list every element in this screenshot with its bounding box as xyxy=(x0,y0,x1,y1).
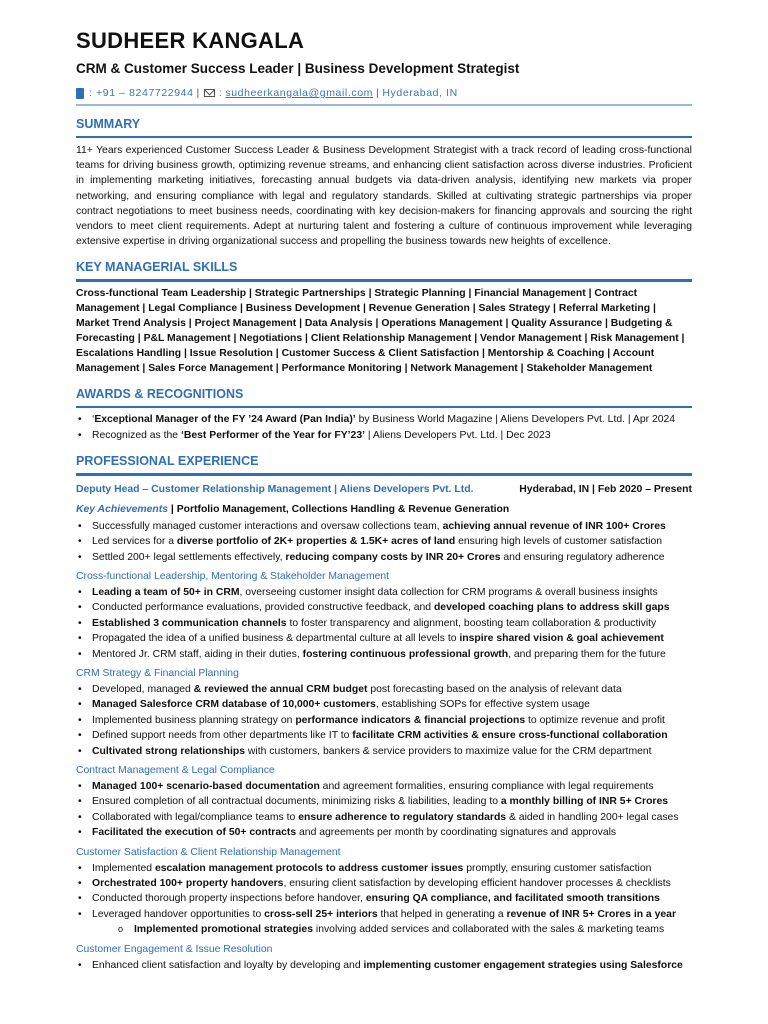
skills-text: Cross-functional Team Leadership | Strategic Partnerships | Strategic Planning | Financial Management | Contract Management | Legal Compliance | Business Development | Revenue Generation | Sales Strategy | Referral Marketing | Market Trend Analysis | Project Management | Data Analysis | Operations Management | Quality Assurance | Budgeting & Forecasting | P&L Management | Negotiations | Client Relationship Management | Vendor Management | Risk Management | Escalations Handling | Issue Resolution | Customer Success & Client Satisfaction | Mentorship & Coaching | Account Management | Sales Force Management | Performance Monitoring | Network Management | Stakeholder Management xyxy=(76,287,685,374)
bullet-text: Defined support needs from other departments like IT to xyxy=(92,730,353,742)
experience-subheading: Customer Engagement & Issue Resolution xyxy=(76,943,273,955)
bullet-highlight: reducing company costs by INR 20+ Crores xyxy=(285,551,501,563)
experience-subheading: Contract Management & Legal Compliance xyxy=(76,765,275,777)
phone-icon xyxy=(76,88,84,99)
bullet-text: , establishing SOPs for effective system usage xyxy=(375,699,590,711)
bullet-highlight: Implemented promotional strategies xyxy=(134,924,313,936)
bullet-text: & aided in handling 200+ legal cases xyxy=(506,811,679,823)
experience-subheading: CRM Strategy & Financial Planning xyxy=(76,667,239,679)
separator: | xyxy=(376,87,380,99)
bullet-highlight: ensuring QA compliance, and facilitated smooth transitions xyxy=(365,893,660,905)
bullet-text: to optimize revenue and profit xyxy=(525,714,665,726)
bullet-text: ‘ xyxy=(92,414,95,426)
section-rule xyxy=(76,406,692,409)
email-link[interactable]: sudheerkangala@gmail.com xyxy=(225,87,374,99)
section-rule xyxy=(76,473,692,476)
experience-bullets xyxy=(76,585,692,662)
bullet-highlight: Orchestrated 100+ property handovers xyxy=(92,878,284,890)
bullet-highlight: Exceptional Manager of the FY ’24 Award (Pan India)’ xyxy=(94,414,356,426)
bullet-text: Mentored Jr. CRM staff, aiding in their duties, xyxy=(92,648,303,660)
bullet-item xyxy=(76,616,692,631)
bullet-highlight: Managed Salesforce CRM database of 10,000+ customers xyxy=(92,699,376,711)
experience-bullets xyxy=(76,682,692,759)
bullet-item xyxy=(76,412,692,427)
bullet-highlight: Leading a team of 50+ in CRM xyxy=(92,586,240,598)
bullet-highlight: fostering continuous professional growth xyxy=(302,648,509,660)
bullet-item xyxy=(76,810,692,825)
job-title: Deputy Head – Customer Relationship Management | Aliens Developers Pvt. Ltd. xyxy=(76,483,474,495)
bullet-text: Developed, managed xyxy=(92,683,194,695)
section-heading-skills: KEY MANAGERIAL SKILLS xyxy=(76,260,238,275)
candidate-headline: CRM & Customer Success Leader | Business Development Strategist xyxy=(76,61,520,76)
bullet-item xyxy=(76,728,692,743)
bullet-text: Conducted performance evaluations, provided constructive feedback, and xyxy=(92,602,434,614)
awards-list xyxy=(76,412,692,443)
bullet-text: Settled 200+ legal settlements effectively, xyxy=(92,551,286,563)
candidate-name: SUDHEER KANGALA xyxy=(76,28,305,53)
bullet-highlight: inspire shared vision & goal achievement xyxy=(459,633,664,645)
section-heading-awards: AWARDS & RECOGNITIONS xyxy=(76,386,244,401)
bullet-item xyxy=(76,907,692,922)
bullet-item xyxy=(76,550,692,565)
experience-subheading: Customer Satisfaction & Client Relationship Management xyxy=(76,846,341,858)
section-heading-experience: PROFESSIONAL EXPERIENCE xyxy=(76,454,259,469)
mail-icon xyxy=(204,89,215,97)
bullet-item xyxy=(76,861,692,876)
bullet-highlight: escalation management protocols to address customer issues xyxy=(154,862,464,874)
section-rule xyxy=(76,136,692,139)
bullet-highlight: revenue of INR 5+ Crores in a year xyxy=(506,908,676,920)
bullet-item xyxy=(76,744,692,759)
bullet-item xyxy=(76,534,692,549)
bullet-text: Propagated the idea of a unified business & departmental culture at all levels to xyxy=(92,633,460,645)
bullet-text: by Business World Magazine | Aliens Developers Pvt. Ltd. | Apr 2024 xyxy=(355,414,676,426)
key-achievements-focus: | Portfolio Management, Collections Handling & Revenue Generation xyxy=(168,503,510,515)
experience-bullets xyxy=(76,861,692,938)
experience-bullets xyxy=(76,958,692,973)
bullet-highlight: implementing customer engagement strategies using Salesforce xyxy=(363,959,683,971)
bullet-highlight: & reviewed the annual CRM budget xyxy=(193,683,368,695)
bullet-text: , overseeing customer insight data collection for CRM programs & overall business insights xyxy=(239,586,658,598)
bullet-text: Enhanced client satisfaction and loyalty by developing and xyxy=(92,959,364,971)
bullet-item xyxy=(76,794,692,809)
bullet-item xyxy=(76,713,692,728)
bullet-highlight: ‘Best Performer of the Year for FY’23’ xyxy=(180,429,365,441)
bullet-highlight: ensure adherence to regulatory standards xyxy=(298,811,507,823)
experience-subheading: Cross-functional Leadership, Mentoring & Stakeholder Management xyxy=(76,570,390,582)
bullet-text: Ensured completion of all contractual documents, minimizing risks & liabilities, leading to xyxy=(92,796,501,808)
email-prefix: : xyxy=(218,87,223,99)
bullet-highlight: Cultivated strong relationships xyxy=(92,745,245,757)
location: Hyderabad, IN xyxy=(382,87,458,99)
bullet-text: and ensuring regulatory adherence xyxy=(500,551,665,563)
bullet-highlight: Managed 100+ scenario-based documentation xyxy=(92,781,320,793)
section-heading-summary: SUMMARY xyxy=(76,116,141,131)
header-divider xyxy=(76,104,692,106)
bullet-item xyxy=(76,682,692,697)
bullet-text: Conducted thorough property inspections before handover, xyxy=(92,893,366,905)
bullet-highlight: a monthly billing of INR 5+ Crores xyxy=(500,796,669,808)
separator: | xyxy=(196,87,200,99)
bullet-text: to foster transparency and alignment, boosting team collaboration & productivity xyxy=(286,617,657,629)
experience-bullets xyxy=(76,779,692,841)
bullet-highlight: diverse portfolio of 2K+ properties & 1.5K+ acres of land xyxy=(176,536,456,548)
bullet-item xyxy=(76,891,692,906)
bullet-text: Successfully managed customer interactions and oversaw collections team, xyxy=(92,520,443,532)
job-header xyxy=(76,482,692,497)
summary-text: 11+ Years experienced Customer Success Leader & Business Development Strategist with a track record of leading cross-functional teams for driving business growth, optimizing revenue streams, and enhancing client satisfaction across diverse industries. Proficient in implementing marketing initiatives, forecasting annual budgets via data-driven analysis, identifying new markets via proper networking, and ensuring compliance with legal and regulatory standards. Skilled at cultivating strategic partnerships via proper contract negotiations to meet business needs, coordinating with key decision-makers for financing approvals and sourcing the right vendors to meet client requirements. Adept at nurturing talent and fostering a culture of continuous improvement while leveraging extensive expertise in driving organizational success and propelling the business towards new heights of excellence. xyxy=(76,145,692,248)
bullet-highlight: Established 3 communication channels xyxy=(92,617,287,629)
bullet-highlight: facilitate CRM activities & ensure cross-functional collaboration xyxy=(352,730,668,742)
experience-bullets xyxy=(76,519,692,565)
bullet-text: Implemented xyxy=(92,862,155,874)
bullet-text: involving added services and collaborated with the sales & marketing teams xyxy=(313,924,665,936)
bullet-item xyxy=(76,600,692,615)
bullet-highlight: Facilitated the execution of 50+ contracts xyxy=(92,827,297,839)
bullet-text: | Aliens Developers Pvt. Ltd. | Dec 2023 xyxy=(365,429,551,441)
bullet-highlight: achieving annual revenue of INR 100+ Crores xyxy=(442,520,666,532)
bullet-highlight: cross-sell 25+ interiors xyxy=(264,908,378,920)
bullet-text: Recognized as the xyxy=(92,429,181,441)
bullet-item xyxy=(76,585,692,600)
bullet-highlight: performance indicators & financial projections xyxy=(295,714,526,726)
bullet-text: and agreement formalities, ensuring compliance with legal requirements xyxy=(319,781,654,793)
bullet-item xyxy=(76,519,692,534)
bullet-text: ensuring high levels of customer satisfaction xyxy=(455,536,662,548)
bullet-item xyxy=(76,958,692,973)
bullet-text: promptly, ensuring customer satisfaction xyxy=(463,862,652,874)
bullet-text: that helped in generating a xyxy=(377,908,507,920)
key-achievements-label: Key Achievements xyxy=(76,503,169,515)
job-meta: Hyderabad, IN | Feb 2020 – Present xyxy=(519,483,692,495)
bullet-item xyxy=(76,647,692,662)
bullet-text: post forecasting based on the analysis of relevant data xyxy=(367,683,622,695)
contact-line xyxy=(76,87,692,99)
bullet-item xyxy=(76,428,692,443)
sub-bullet-item xyxy=(76,922,692,937)
bullet-text: , and preparing them for the future xyxy=(508,648,666,660)
bullet-item xyxy=(76,779,692,794)
bullet-highlight: developed coaching plans to address skill gaps xyxy=(433,602,670,614)
bullet-item xyxy=(76,631,692,646)
bullet-text: Collaborated with legal/compliance teams to xyxy=(92,811,299,823)
phone-number: : +91 – 8247722944 xyxy=(89,87,194,99)
section-rule xyxy=(76,279,692,282)
experience-groups xyxy=(76,519,692,973)
bullet-text: Leveraged handover opportunities to xyxy=(92,908,265,920)
bullet-item xyxy=(76,825,692,840)
bullet-item xyxy=(76,697,692,712)
bullet-text: Implemented business planning strategy on xyxy=(92,714,296,726)
bullet-text: and agreements per month by coordinating signatures and approvals xyxy=(296,827,617,839)
bullet-item xyxy=(76,876,692,891)
key-achievements-line xyxy=(76,502,692,517)
bullet-text: Led services for a xyxy=(92,536,177,548)
bullet-text: with customers, bankers & service providers to maximize value for the CRM department xyxy=(245,745,652,757)
bullet-text: , ensuring client satisfaction by developing efficient handover processes & checklists xyxy=(283,878,671,890)
